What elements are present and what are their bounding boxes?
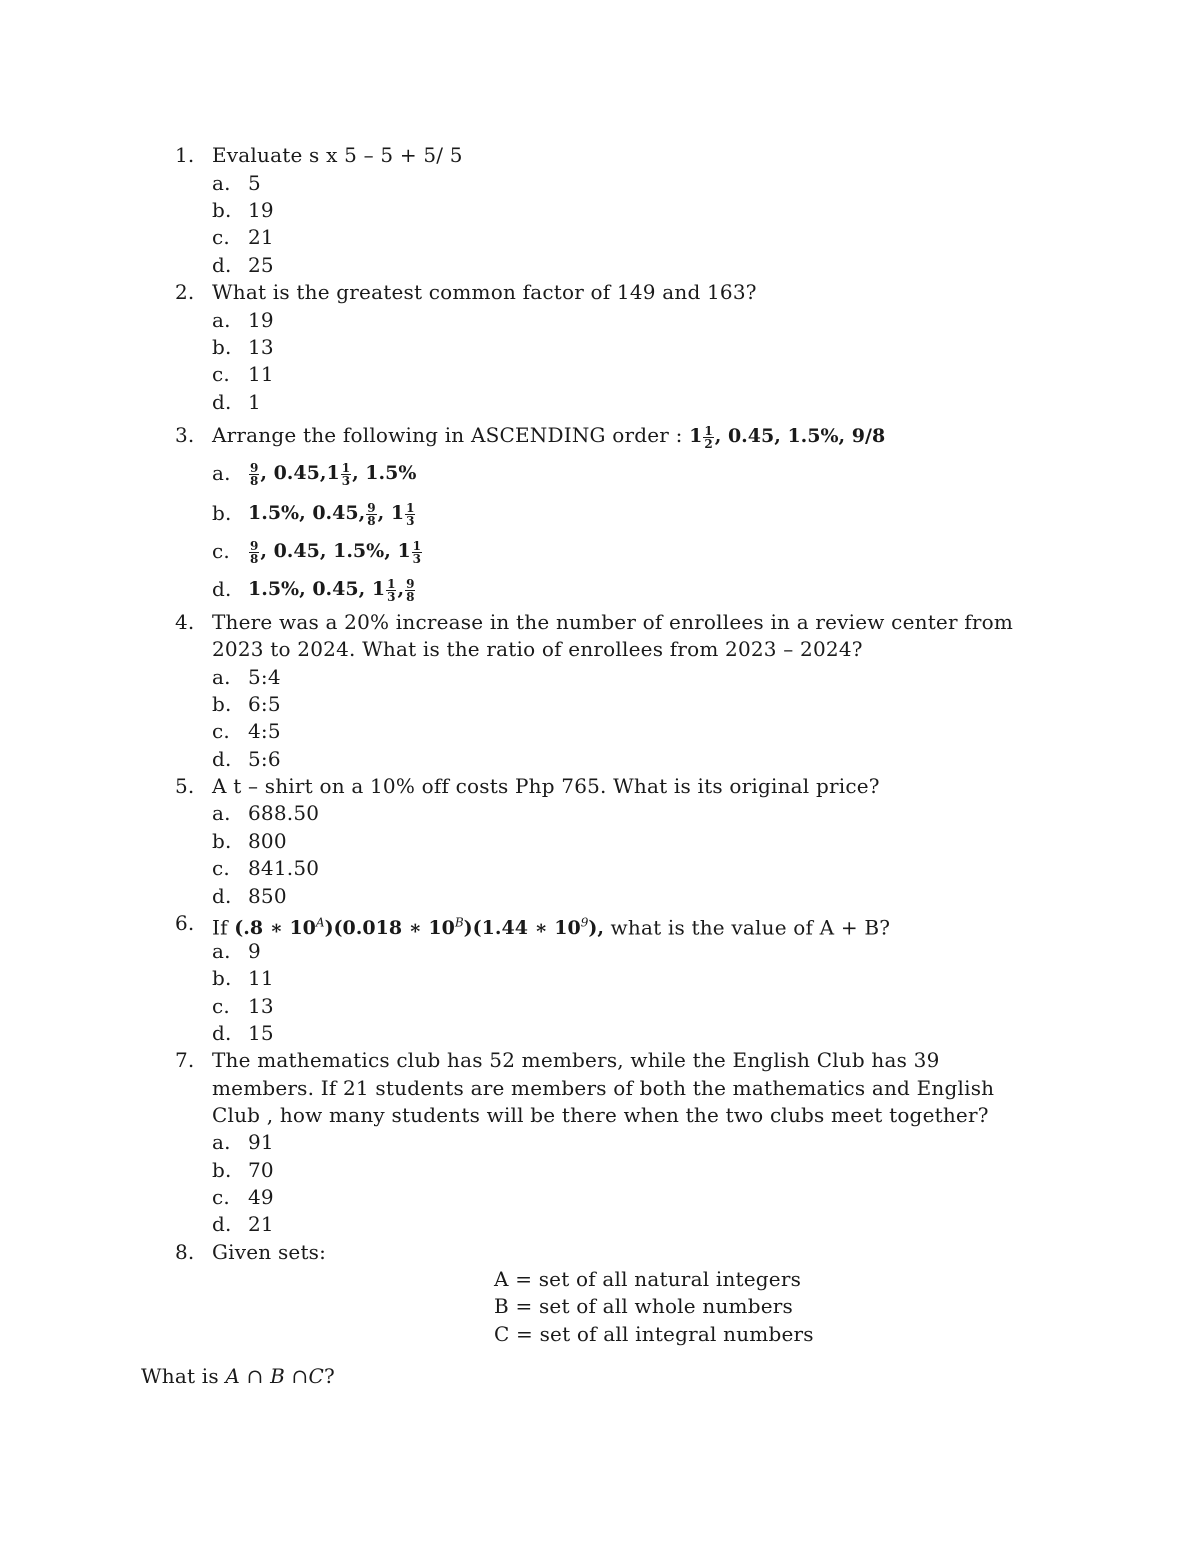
question-number: 3. [175, 423, 195, 447]
question-text: Evaluate s x 5 – 5 + 5/ 5 [212, 143, 463, 167]
question-text: A t – shirt on a 10% off costs Php 765. What is its original price? [212, 774, 880, 798]
choice-letter: a. [212, 308, 231, 332]
choice-letter: d. [212, 1021, 232, 1045]
question-text: Given sets: [212, 1240, 327, 1264]
choice-letter: b. [212, 198, 232, 222]
question-number: 7. [175, 1048, 195, 1072]
choice-text: 11 [248, 966, 274, 990]
exponent-expression: (.8 ∗ $10^A)(0.018$ ∗ $10^B)(1.44$ ∗ $10^9$), [234, 916, 604, 940]
choice-letter: b. [212, 692, 232, 716]
choice-letter: d. [212, 747, 232, 771]
question-number: 8. [175, 1240, 195, 1264]
choice-letter: d. [212, 577, 232, 601]
question-text-cont: 2023 to 2024. What is the ratio of enrollees from 2023 – 2024? [212, 637, 863, 661]
choice-letter: d. [212, 1212, 232, 1236]
question-number: 5. [175, 774, 195, 798]
choice-letter: a. [212, 1130, 231, 1154]
set-definition: C = set of all integral numbers [494, 1322, 814, 1346]
choice-letter: c. [212, 994, 230, 1018]
question-text: There was a 20% increase in the number of enrollees in a review center from [212, 610, 1014, 634]
choice-letter: c. [212, 1185, 230, 1209]
choice-text: 91 [248, 1130, 274, 1154]
choice-text: 13 [248, 335, 274, 359]
choice-text: 1.5%, 0.45, 1 $\frac{1}{3}$ , $\frac{9}{8}$ [248, 576, 415, 604]
choice-letter: a. [212, 461, 231, 485]
choice-text: 6:5 [248, 692, 281, 716]
choice-text: 1 [248, 390, 261, 414]
question-text-cont: members. If 21 students are members of both the mathematics and English [212, 1076, 995, 1100]
choice-text: 49 [248, 1185, 274, 1209]
choice-text: 1.5%, 0.45, $\frac{9}{8}$ , 1 $\frac{1}{3}$ [248, 500, 415, 528]
choice-letter: d. [212, 253, 232, 277]
set-definition: A = set of all natural integers [494, 1267, 802, 1291]
question-text: Arrange the following in ASCENDING order : 1 $\frac{1}{2}$ , 0.45, 1.5%, 9/8 [212, 423, 886, 451]
final-question: What is A ∩ B ∩C? [141, 1364, 335, 1388]
choice-letter: d. [212, 884, 232, 908]
choice-text: 21 [248, 225, 274, 249]
choice-letter: c. [212, 539, 230, 563]
choice-letter: a. [212, 801, 231, 825]
ordering-expression: 1 $\frac{1}{2}$ , 0.45, 1.5%, 9/8 [689, 423, 886, 451]
choice-letter: b. [212, 1158, 232, 1182]
question-text: If (.8 ∗ $10^A)(0.018$ ∗ $10^B)(1.44$ ∗ $10^9$), what is the value of A + B? [212, 915, 891, 940]
choice-text: 19 [248, 198, 274, 222]
choice-letter: c. [212, 719, 230, 743]
choice-text: 5 [248, 171, 261, 195]
set-intersection-expression: A ∩ B ∩C [225, 1364, 325, 1388]
choice-text: 21 [248, 1212, 274, 1236]
choice-letter: a. [212, 665, 231, 689]
question-text: The mathematics club has 52 members, while the English Club has 39 [212, 1048, 940, 1072]
choice-text: 25 [248, 253, 274, 277]
choice-text: 850 [248, 884, 287, 908]
choice-letter: d. [212, 390, 232, 414]
choice-text: $\frac{9}{8}$ , 0.45, 1.5%, 1 $\frac{1}{3}$ [250, 538, 422, 566]
question-text: What is the greatest common factor of 149 and 163? [212, 280, 757, 304]
question-number: 4. [175, 610, 195, 634]
choice-letter: a. [212, 939, 231, 963]
choice-letter: b. [212, 966, 232, 990]
choice-text: 9 [248, 939, 261, 963]
question-number: 2. [175, 280, 195, 304]
choice-text: 841.50 [248, 856, 320, 880]
choice-text: 4:5 [248, 719, 281, 743]
choice-text: $\frac{9}{8}$ , 0.45,1 $\frac{1}{3}$ , 1.5% [250, 460, 417, 488]
choice-letter: a. [212, 171, 231, 195]
choice-text: 5:6 [248, 747, 281, 771]
choice-letter: c. [212, 225, 230, 249]
choice-text: 800 [248, 829, 287, 853]
choice-text: 5:4 [248, 665, 281, 689]
choice-letter: c. [212, 362, 230, 386]
choice-text: 688.50 [248, 801, 320, 825]
choice-text: 13 [248, 994, 274, 1018]
question-number: 6. [175, 911, 195, 935]
set-definition: B = set of all whole numbers [494, 1294, 793, 1318]
choice-letter: b. [212, 335, 232, 359]
choice-text: 19 [248, 308, 274, 332]
choice-text: 70 [248, 1158, 274, 1182]
question-text-cont: Club , how many students will be there when the two clubs meet together? [212, 1103, 989, 1127]
choice-text: 15 [248, 1021, 274, 1045]
choice-text: 11 [248, 362, 274, 386]
choice-letter: c. [212, 856, 230, 880]
question-number: 1. [175, 143, 195, 167]
choice-letter: b. [212, 501, 232, 525]
choice-letter: b. [212, 829, 232, 853]
